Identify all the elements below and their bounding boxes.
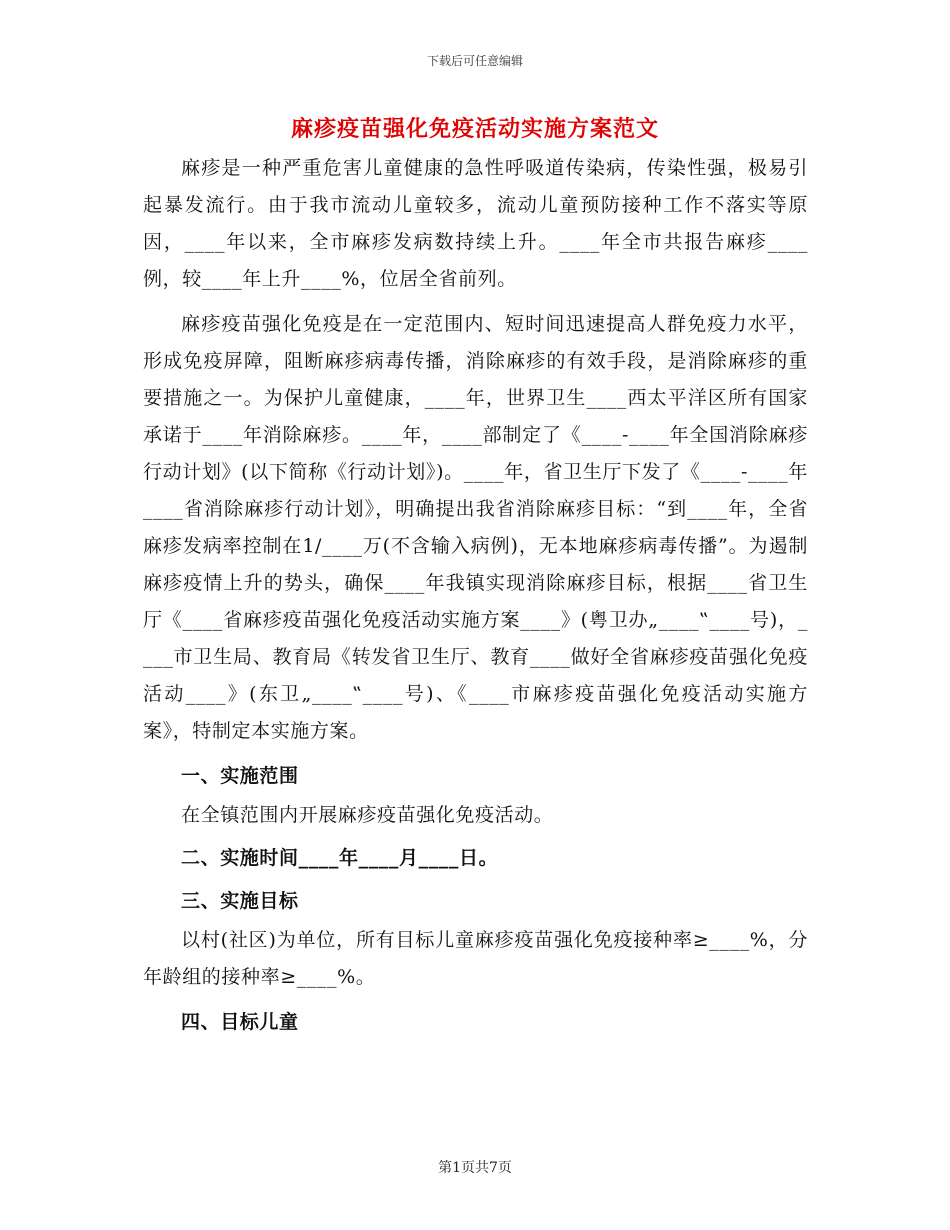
intro-paragraph-2: 麻疹疫苗强化免疫是在一定范围内、短时间迅速提高人群免疫力水平，形成免疫屏障，阻断麻疹病毒传播，消除麻疹的有效手段，是消除麻疹的重要措施之一。为保护儿童健康，____年，世界卫生____西太平洋区所有国家承诺于____年消除麻疹。____年，____部制定了《____-____年全国消除麻疹行动计划》(以下简称《行动计划》)。____年，省卫生厅下发了《____-____年____省消除麻疹行动计划》，明确提出我省消除麻疹目标：“到____年，全省麻疹发病率控制在1/____万(不含输入病例)，无本地麻疹病毒传播”。为遏制麻疹疫情上升的势头，确保____年我镇实现消除麻疹目标，根据____省卫生厅《____省麻疹疫苗强化免疫活动实施方案____》(粤卫办„____‟____号)，____市卫生局、教育局《转发省卫生厅、教育____做好全省麻疹疫苗强化免疫活动____》(东卫„____‟____号)、《____市麻疹疫苗强化免疫活动实施方案》，特制定本实施方案。	[143, 313, 808, 742]
document-title: 麻疹疫苗强化免疫活动实施方案范文	[290, 116, 659, 142]
section-heading-scope: 一、实施范围	[181, 765, 299, 787]
page-footer: 第1页共7页	[438, 1160, 512, 1176]
section-heading-time: 二、实施时间____年____月____日。	[181, 847, 499, 869]
section-body-target: 以村(社区)为单位，所有目标儿童麻疹疫苗强化免疫接种率≥____%，分年龄组的接种率≥____%。	[143, 929, 808, 988]
document-body	[143, 150, 808, 1043]
section-heading-target: 三、实施目标	[181, 890, 299, 912]
page-header: 下载后可任意编辑	[426, 54, 523, 68]
section-heading-children: 四、目标儿童	[181, 1011, 299, 1033]
section-body-scope: 在全镇范围内开展麻疹疫苗强化免疫活动。	[181, 804, 554, 826]
intro-paragraph-1: 麻疹是一种严重危害儿童健康的急性呼吸道传染病，传染性强，极易引起暴发流行。由于我市流动儿童较多，流动儿童预防接种工作不落实等原因，____年以来，全市麻疹发病数持续上升。____年全市共报告麻疹____例，较____年上升____%，位居全省前列。	[143, 157, 808, 290]
